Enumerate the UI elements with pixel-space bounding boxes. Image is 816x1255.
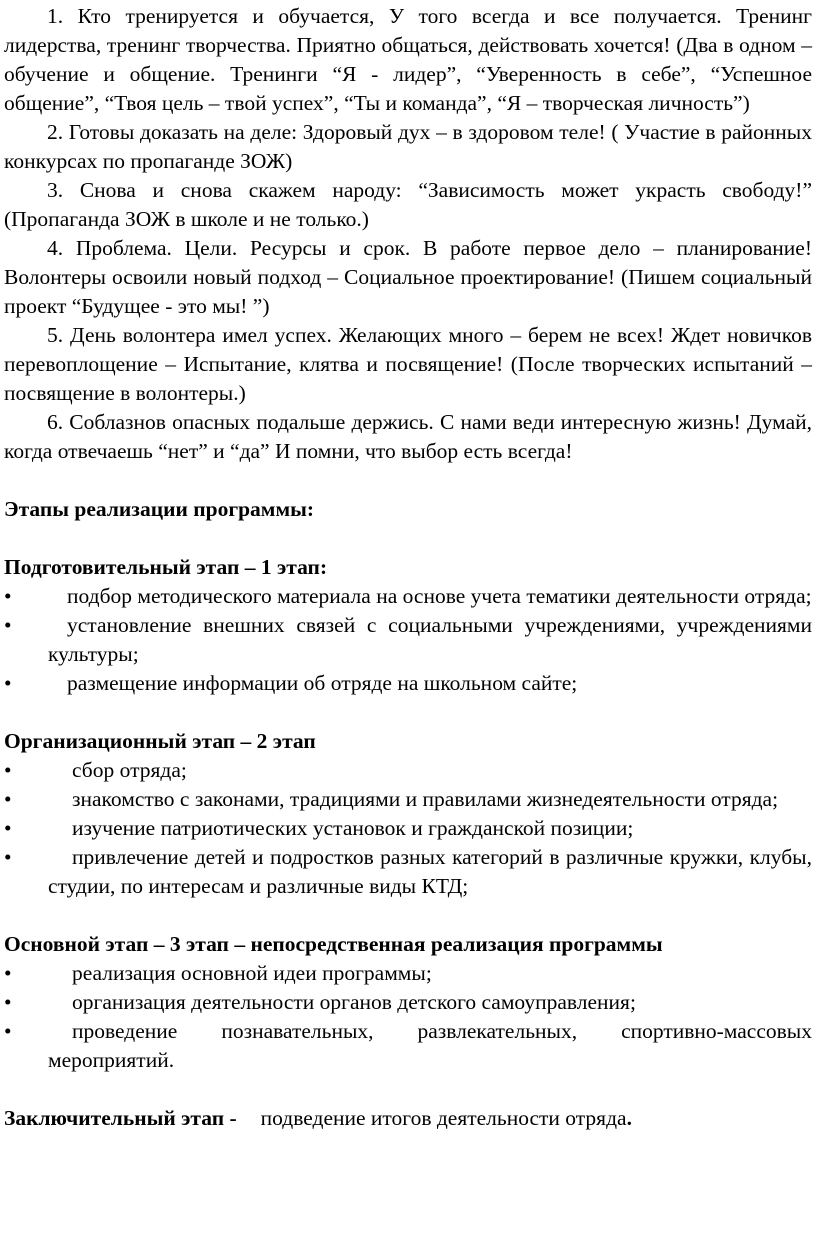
stage1-title: Подготовительный этап – 1 этап: xyxy=(4,555,328,579)
bullet-icon: • xyxy=(4,671,12,695)
stage4-title: Заключительный этап - xyxy=(4,1106,237,1130)
bullet-icon: • xyxy=(4,613,12,637)
list-item: • подбор методического материала на основе учета тематики деятельности отряда; xyxy=(4,582,812,611)
list-item: • установление внешних связей с социальными учреждениями, учреждениями культуры; xyxy=(4,613,812,666)
list-item: • привлечение детей и подростков разных категорий в различные кружки, клубы, студии, по интересам и различные виды КТД; xyxy=(4,845,812,898)
intro-item-2: 2. Готовы доказать на деле: Здоровый дух – в здоровом теле! ( Участие в районных конкурсах по пропаганде ЗОЖ) xyxy=(4,120,812,173)
list-item: • проведение познавательных, развлекательных, спортивно-массовых мероприятий. xyxy=(4,1019,812,1072)
list-item: • размещение информации об отряде на школьном сайте; xyxy=(4,669,812,698)
intro-item-1: 1. Кто тренируется и обучается, У того всегда и все получается. Тренинг лидерства, тренинг творчества. Приятно общаться, действовать хочется! (Два в одном – обучение и общение. Тренинги “Я - лидер”, “Уверенность в себе”, “Успешное общение”, “Твоя цель – твой успех”, “Ты и команда”, “Я – творческая личность”) xyxy=(4,4,812,115)
intro-item-5: 5. День волонтера имел успех. Желающих много – берем не всех! Ждет новичков перевоплощение – Испытание, клятва и посвящение! (После творческих испытаний – посвящение в волонтеры.) xyxy=(4,323,812,405)
list-item: • изучение патриотических установок и гражданской позиции; xyxy=(4,814,812,843)
stage2-title: Организационный этап – 2 этап xyxy=(4,729,316,753)
list-item: • реализация основной идеи программы; xyxy=(4,959,812,988)
bullet-icon: • xyxy=(4,961,12,985)
stage3-title: Основной этап – 3 этап – непосредственная реализация программы xyxy=(4,932,663,956)
list-item: • знакомство с законами, традициями и правилами жизнедеятельности отряда; xyxy=(4,785,812,814)
intro-item-4: 4. Проблема. Цели. Ресурсы и срок. В работе первое дело – планирование! Волонтеры освоили новый подход – Социальное проектирование! (Пишем социальный проект “Будущее - это мы! ”) xyxy=(4,236,812,318)
bullet-icon: • xyxy=(4,845,12,869)
bullet-icon: • xyxy=(4,816,12,840)
stage4-text: подведение итогов деятельности отряда xyxy=(260,1106,627,1130)
stage4-line: Заключительный этап - подведение итогов деятельности отряда. xyxy=(4,1106,632,1130)
bullet-icon: • xyxy=(4,758,12,782)
bullet-icon: • xyxy=(4,990,12,1014)
list-item: • организация деятельности органов детского самоуправления; xyxy=(4,988,812,1017)
bullet-icon: • xyxy=(4,787,12,811)
intro-item-6: 6. Соблазнов опасных подальше держись. С нами веди интересную жизнь! Думай, когда отвечаешь “нет” и “да” И помни, что выбор есть всегда! xyxy=(4,410,812,463)
bullet-icon: • xyxy=(4,584,12,608)
bullet-icon: • xyxy=(4,1019,12,1043)
intro-item-3: 3. Снова и снова скажем народу: “Зависимость может украсть свободу!” (Пропаганда ЗОЖ в школе и не только.) xyxy=(4,178,812,231)
stages-heading: Этапы реализации программы: xyxy=(4,497,315,521)
list-item: • сбор отряда; xyxy=(4,756,812,785)
